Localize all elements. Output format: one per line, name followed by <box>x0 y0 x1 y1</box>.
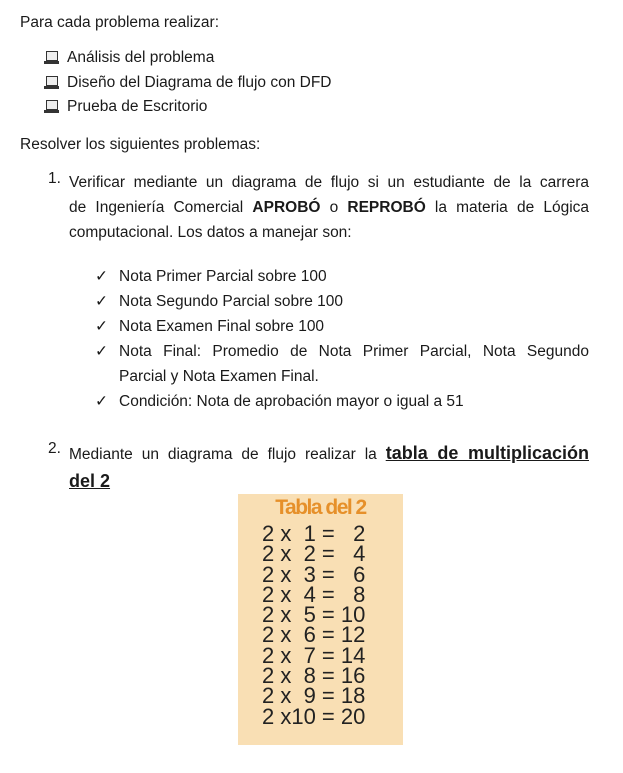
resolver-heading: Resolver los siguientes problemas: <box>20 136 261 153</box>
table-row: 2 x 9 = 18 <box>262 683 366 709</box>
problem-text <box>69 170 589 245</box>
check-text: Nota Segundo Parcial sobre 100 <box>119 293 344 310</box>
problem-1 <box>48 170 589 245</box>
check-icon: ✓ <box>95 318 108 335</box>
table-row: 2 x 4 = 8 <box>262 581 366 607</box>
check-item <box>95 339 589 389</box>
problem-2 <box>48 440 589 495</box>
computer-icon <box>44 100 59 114</box>
text-run: Mediante un diagrama de flujo realizar la <box>69 446 386 463</box>
check-icon: ✓ <box>95 393 108 410</box>
check-icon: ✓ <box>95 343 108 360</box>
table-row: 2 x 3 = 6 <box>262 561 366 587</box>
problem-line: Verificar mediante un diagrama de flujo si un estudiante de la carrera <box>69 174 589 191</box>
problem-title: del 2 <box>69 471 111 491</box>
problem-line <box>69 440 589 468</box>
text-run: o <box>320 199 348 216</box>
check-item <box>95 389 589 414</box>
check-text: Condición: Nota de aprobación mayor o igual a 51 <box>119 393 464 410</box>
table-row: 2 x 6 = 12 <box>262 622 366 648</box>
text-run: la materia de Lógica <box>425 199 590 216</box>
text-run: de Ingeniería Comercial <box>69 199 253 216</box>
check-item <box>95 264 589 289</box>
table-row: 2 x10 = 20 <box>262 703 366 729</box>
check-text: Nota Examen Final sobre 100 <box>119 318 325 335</box>
problem-number: 1. <box>48 170 61 187</box>
task-label: Análisis del problema <box>67 49 215 67</box>
computer-icon <box>44 51 59 65</box>
data-list <box>95 264 589 414</box>
task-label: Prueba de Escritorio <box>67 98 208 116</box>
multiplication-table-image <box>238 494 403 745</box>
aprobo-word: APROBÓ <box>252 199 321 216</box>
table-rows <box>262 521 366 729</box>
check-icon: ✓ <box>95 268 108 285</box>
problem-title: tabla de multiplicación <box>385 443 589 463</box>
task-list <box>44 46 331 120</box>
problem-text <box>69 440 589 495</box>
check-text: Parcial y Nota Examen Final. <box>119 368 319 385</box>
check-text: Nota Final: Promedio de Nota Primer Parcial, Nota Segundo <box>119 343 589 360</box>
task-label: Diseño del Diagrama de flujo con DFD <box>67 73 332 91</box>
check-item <box>95 314 589 339</box>
table-row: 2 x 5 = 10 <box>262 602 366 628</box>
check-text: Nota Primer Parcial sobre 100 <box>119 268 327 285</box>
table-row: 2 x 1 = 2 <box>262 521 366 546</box>
reprobo-word: REPROBÓ <box>347 199 426 216</box>
check-icon: ✓ <box>95 293 108 310</box>
table-title: Tabla del 2 <box>275 496 366 519</box>
table-row: 2 x 8 = 16 <box>262 663 366 689</box>
task-item <box>44 46 331 71</box>
task-item <box>44 95 331 120</box>
problem-line: computacional. Los datos a manejar son: <box>69 224 352 241</box>
problem-line <box>69 195 589 220</box>
task-item <box>44 71 331 96</box>
table-row: 2 x 7 = 14 <box>262 642 366 668</box>
intro-text: Para cada problema realizar: <box>20 14 220 31</box>
table-row: 2 x 2 = 4 <box>262 541 366 567</box>
check-item <box>95 289 589 314</box>
problem-number: 2. <box>48 440 61 457</box>
computer-icon <box>44 76 59 90</box>
